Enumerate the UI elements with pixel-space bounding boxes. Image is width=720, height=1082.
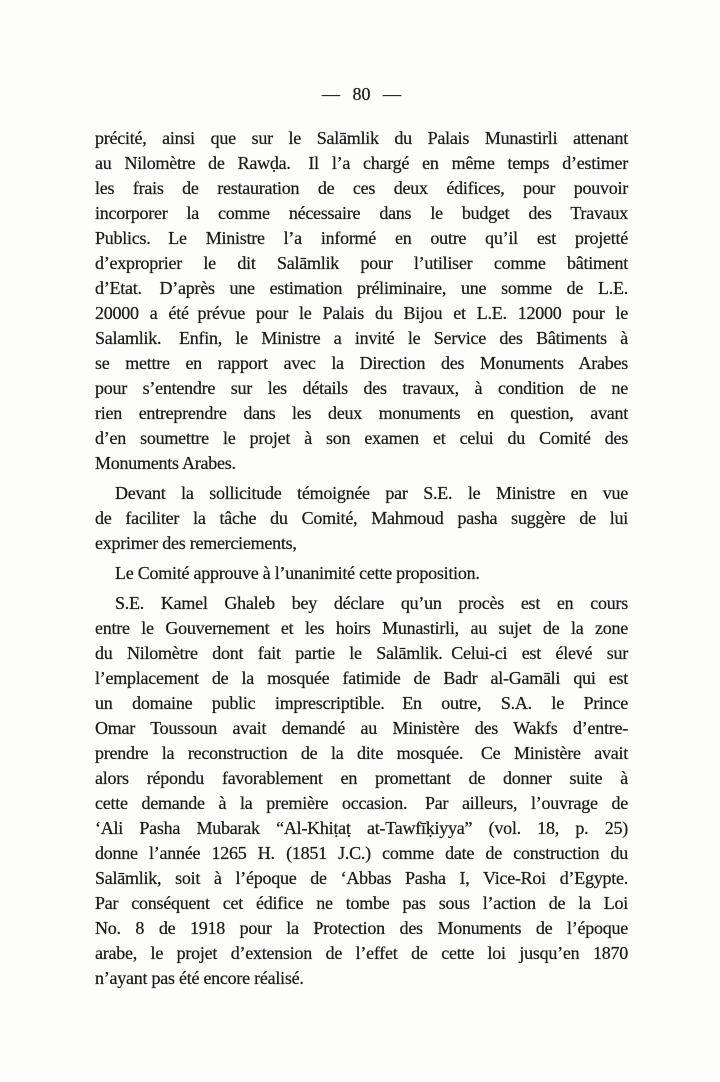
text-line: de faciliter la tâche du Comité, Mahmoud pasha suggère de lui <box>95 508 628 528</box>
text-line: Salamlik. Enfin, le Ministre a invité le Service des Bâtiments à <box>95 328 628 348</box>
text-line: d’exproprier le dit Salāmlik pour l’utiliser comme bâtiment <box>95 253 628 273</box>
text-line: d’Etat. D’après une estimation préliminaire, une somme de L.E. <box>95 278 628 298</box>
page-number: — 80 — <box>322 84 401 104</box>
text-block <box>95 126 628 991</box>
text-line: ‘Ali Pasha Mubarak “Al-Khiṭaṭ at-Tawfīḳiyya” (vol. 18, p. 25) <box>95 818 628 838</box>
text-line: Publics. Le Ministre l’a informé en outre qu’il est projetté <box>95 228 628 248</box>
text-line: se mettre en rapport avec la Direction des Monuments Arabes <box>95 353 628 373</box>
text-line: du Nilomètre dont fait partie le Salāmlik. Celui-ci est élevé sur <box>95 643 628 663</box>
text-line: au Nilomètre de Rawḍa. Il l’a chargé en même temps d’estimer <box>95 153 628 173</box>
text-line: donne l’année 1265 H. (1851 J.C.) comme date de construction du <box>95 843 628 863</box>
text-line: un domaine public imprescriptible. En outre, S.A. le Prince <box>95 693 628 713</box>
text-line: Omar Toussoun avait demandé au Ministère des Wakfs d’entre- <box>95 718 628 738</box>
text-line: précité, ainsi que sur le Salāmlik du Palais Munastirli attenant <box>95 128 628 148</box>
text-line: les frais de restauration de ces deux édifices, pour pouvoir <box>95 178 628 198</box>
text-line: Par conséquent cet édifice ne tombe pas sous l’action de la Loi <box>95 893 628 913</box>
text-line: l’emplacement de la mosquée fatimide de Badr al-Gamāli qui est <box>95 668 628 688</box>
text-line: pour s’entendre sur les détails des travaux, à condition de ne <box>95 378 628 398</box>
text-line: prendre la reconstruction de la dite mosquée. Ce Ministère avait <box>95 743 628 763</box>
paragraph <box>95 481 628 556</box>
text-line: d’en soumettre le projet à son examen et celui du Comité des <box>95 428 628 448</box>
text-line: Monuments Arabes. <box>95 453 236 473</box>
text-line: rien entreprendre dans les deux monuments en question, avant <box>95 403 628 423</box>
text-line: Devant la sollicitude témoignée par S.E. le Ministre en vue <box>115 483 628 503</box>
text-line: exprimer des remerciements, <box>95 533 297 553</box>
text-line: cette demande à la première occasion. Par ailleurs, l’ouvrage de <box>95 793 628 813</box>
paragraph <box>95 591 628 991</box>
text-line: S.E. Kamel Ghaleb bey déclare qu’un procès est en cours <box>115 593 628 613</box>
paragraph <box>95 126 628 476</box>
text-line: Le Comité approuve à l’unanimité cette proposition. <box>115 563 480 583</box>
text-line: Salāmlik, soit à l’époque de ‘Abbas Pasha I, Vice-Roi d’Egypte. <box>95 868 628 888</box>
text-line: alors répondu favorablement en promettant de donner suite à <box>95 768 628 788</box>
text-line: incorporer la comme nécessaire dans le budget des Travaux <box>95 203 628 223</box>
text-line: 20000 a été prévue pour le Palais du Bijou et L.E. 12000 pour le <box>95 303 628 323</box>
text-line: n’ayant pas été encore réalisé. <box>95 968 304 988</box>
text-line: No. 8 de 1918 pour la Protection des Monuments de l’époque <box>95 918 628 938</box>
text-line: arabe, le projet d’extension de l’effet de cette loi jusqu’en 1870 <box>95 943 628 963</box>
text-line: entre le Gouvernement et les hoirs Munastirli, au sujet de la zone <box>95 618 628 638</box>
paragraph <box>95 561 628 586</box>
